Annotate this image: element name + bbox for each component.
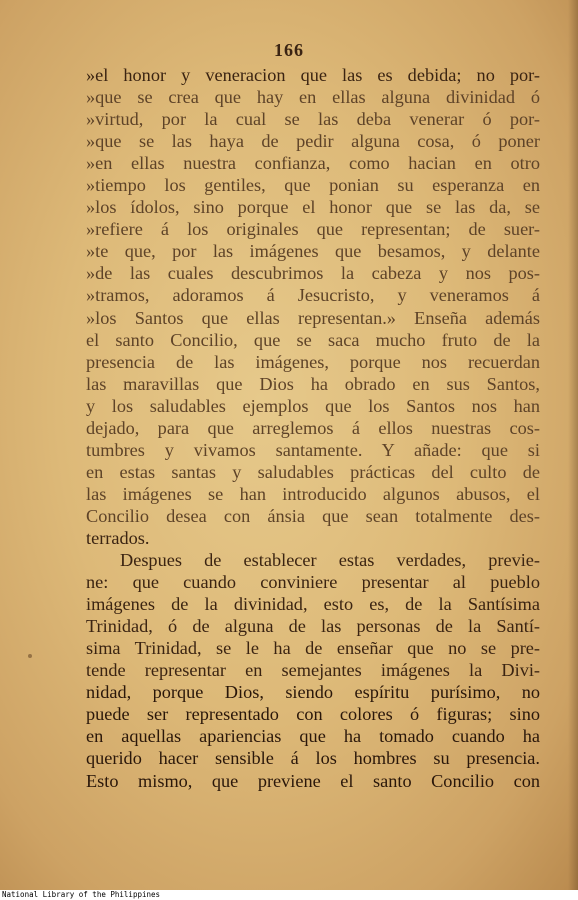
- text-line: Despues de establecer estas verdades, previe-: [120, 550, 540, 571]
- text-line: dejado, para que arreglemos á ellos nuestras cos-: [86, 417, 540, 438]
- ink-smudge: [28, 654, 32, 658]
- text-line: »en ellas nuestra confianza, como hacian en otro: [86, 153, 540, 174]
- text-line: terrados.: [86, 527, 150, 548]
- text-line: las maravillas que Dios ha obrado en sus Santos,: [86, 373, 540, 394]
- text-line: en aquellas apariencias que ha tomado cuando ha: [86, 726, 540, 747]
- text-line: tende representar en semejantes imágenes la Divi-: [86, 660, 540, 681]
- text-line: Trinidad, ó de alguna de las personas de la Santí-: [86, 616, 540, 637]
- page-edge-shadow: [568, 0, 578, 890]
- text-line: imágenes de la divinidad, esto es, de la Santísima: [86, 594, 540, 615]
- text-line: presencia de las imágenes, porque nos recuerdan: [86, 351, 540, 372]
- text-line: Concilio desea con ánsia que sean totalmente des-: [86, 505, 540, 526]
- text-line: »virtud, por la cual se las deba venerar ó por-: [86, 109, 540, 130]
- text-line: sima Trinidad, se le ha de enseñar que no se pre-: [86, 638, 540, 659]
- text-line: »tramos, adoramos á Jesucristo, y veneramos á: [86, 285, 540, 306]
- text-line: puede ser representado con colores ó figuras; sino: [86, 704, 540, 725]
- text-line: »que se crea que hay en ellas alguna divinidad ó: [86, 87, 540, 108]
- text-line: ne: que cuando conviniere presentar al pueblo: [86, 572, 540, 593]
- text-line: »tiempo los gentiles, que ponian su esperanza en: [86, 175, 540, 196]
- text-line: y los saludables ejemplos que los Santos nos han: [86, 395, 540, 416]
- library-credit: National Library of the Philippines: [2, 890, 161, 899]
- text-line: »los Santos que ellas representan.» Enseña además: [86, 307, 540, 328]
- text-line: »los ídolos, sino porque el honor que se las da, se: [86, 197, 540, 218]
- text-line: »te que, por las imágenes que besamos, y delante: [86, 241, 540, 262]
- text-line: querido hacer sensible á los hombres su presencia.: [86, 748, 540, 769]
- text-line: »el honor y veneracion que las es debida; no por-: [86, 65, 540, 85]
- text-line: »refiere á los originales que representan; de suer-: [86, 219, 540, 240]
- text-line: las imágenes se han introducido algunos abusos, el: [86, 483, 540, 504]
- text-line: nidad, porque Dios, siendo espíritu purísimo, no: [86, 682, 540, 703]
- text-line: en estas santas y saludables prácticas del culto de: [86, 461, 540, 482]
- body-text: [86, 64, 540, 792]
- text-line: tumbres y vivamos santamente. Y añade: que si: [86, 439, 540, 460]
- page-number: 166: [274, 40, 304, 60]
- text-line: el santo Concilio, que se saca mucho fruto de la: [86, 329, 540, 350]
- text-line: »de las cuales descubrimos la cabeza y nos pos-: [86, 263, 540, 284]
- text-line: »que se las haya de pedir alguna cosa, ó poner: [86, 131, 540, 152]
- text-line: Esto mismo, que previene el santo Concilio con: [86, 770, 540, 791]
